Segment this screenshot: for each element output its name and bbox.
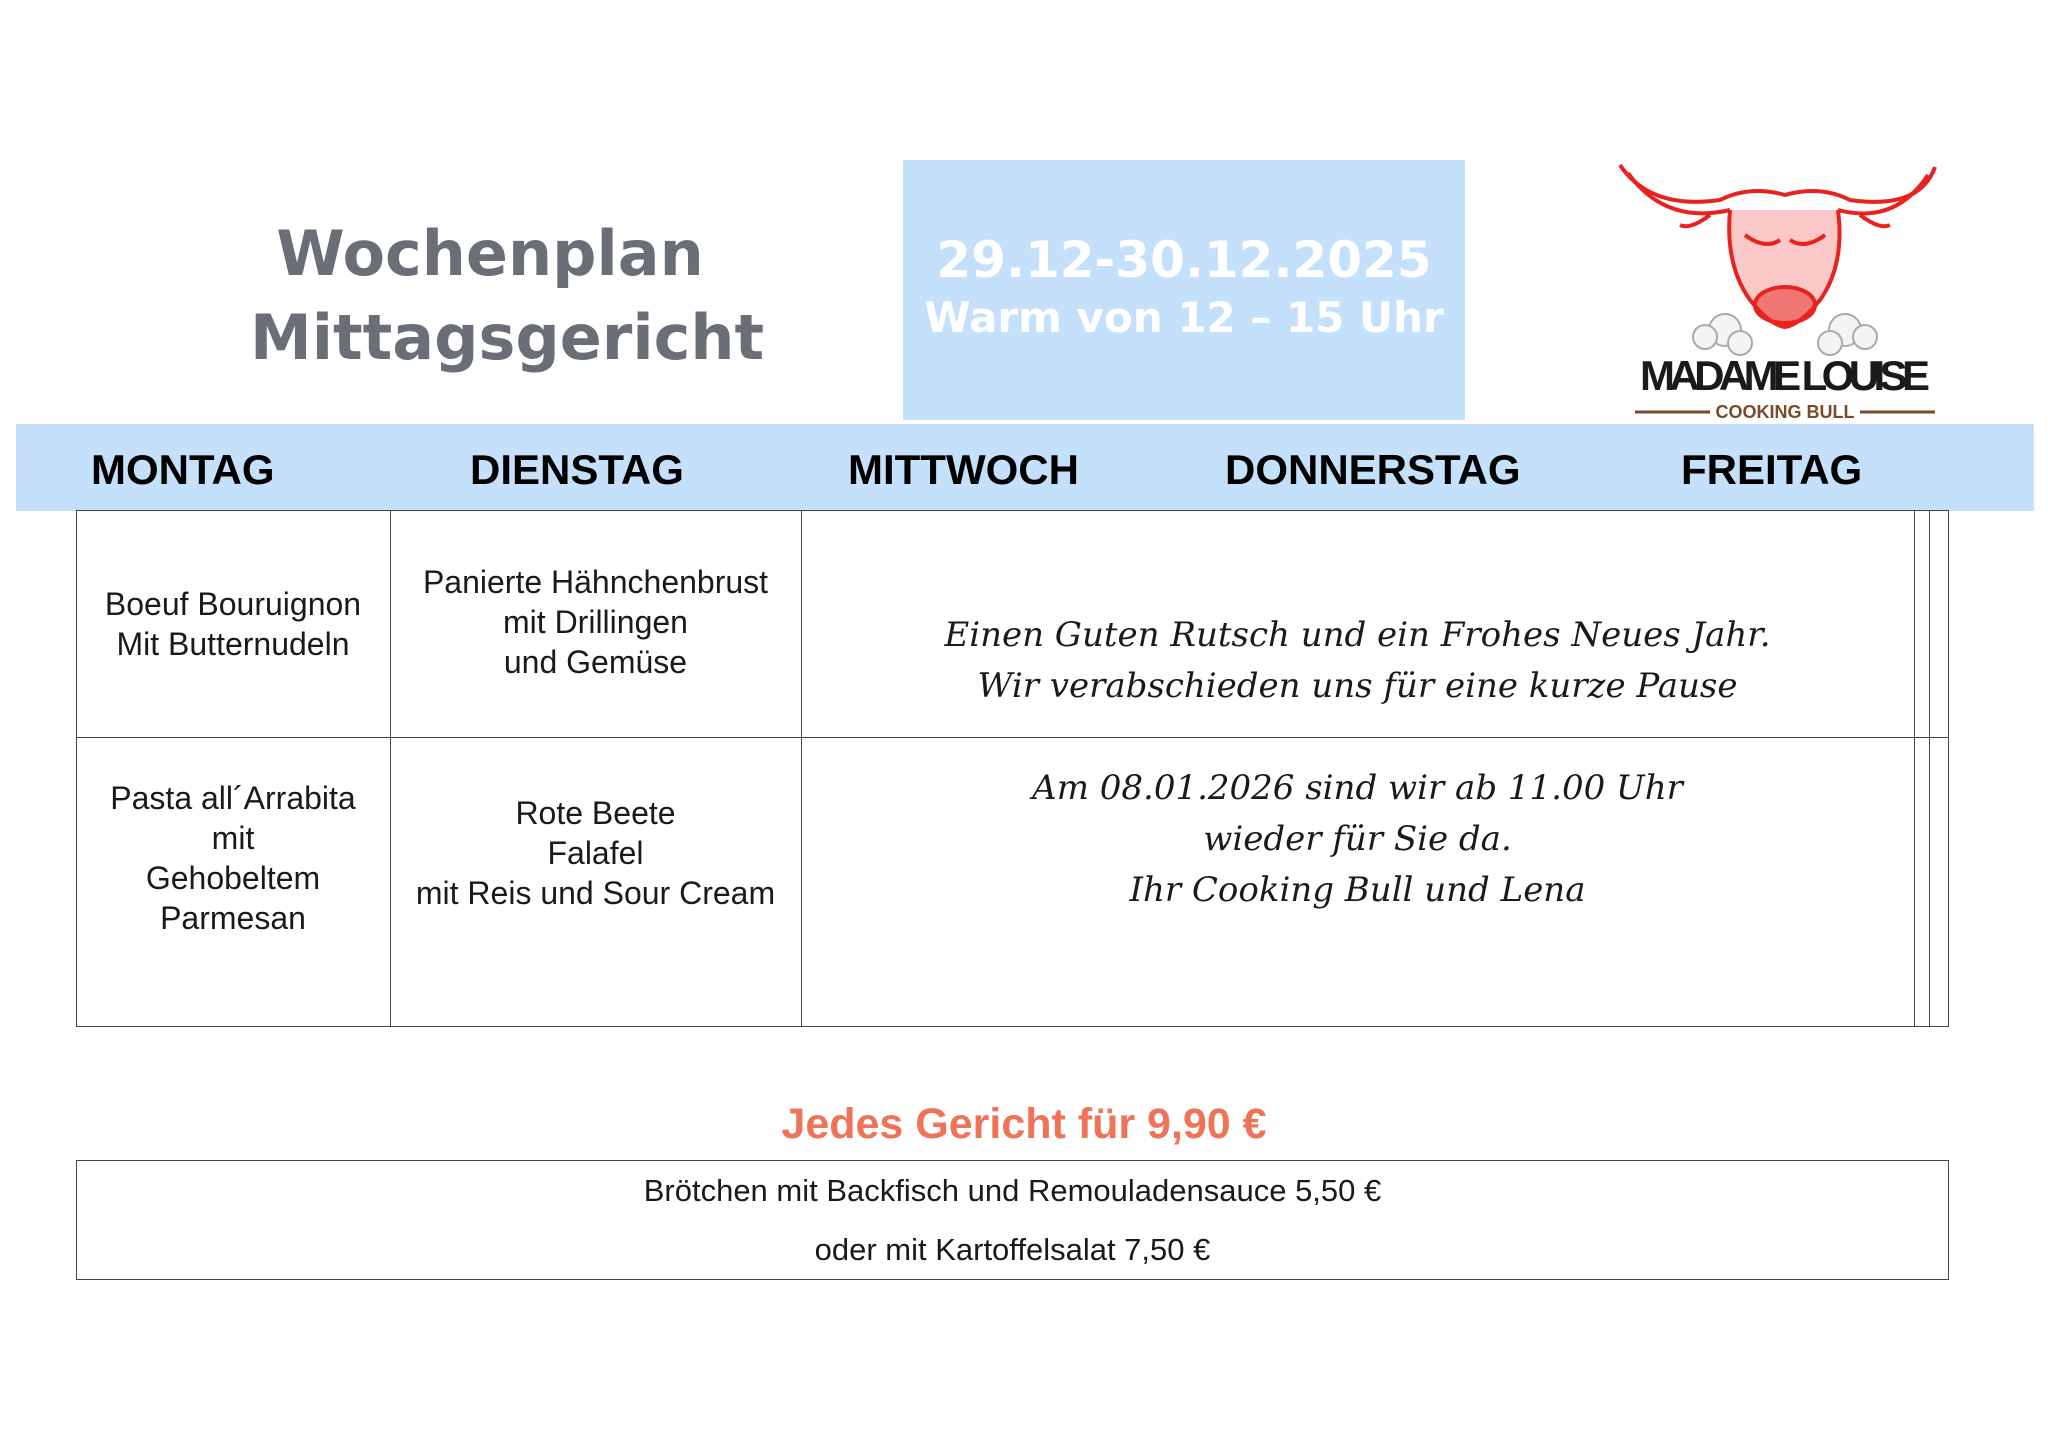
day-monday: MONTAG bbox=[91, 446, 275, 493]
tuesday-dish-2 bbox=[390, 793, 801, 923]
extra-item: Brötchen mit Backfisch und Remouladensauce 5,50 € bbox=[643, 1173, 1382, 1208]
extras-box bbox=[76, 1160, 1949, 1280]
page-title bbox=[250, 212, 765, 380]
dish-line: Boeuf Bouruignon bbox=[104, 585, 362, 622]
holiday-message-1 bbox=[801, 610, 1914, 712]
dish-line: Falafel bbox=[547, 835, 644, 871]
dish-line: Panierte Hähnchenbrust bbox=[422, 564, 769, 600]
day-tuesday: DIENSTAG bbox=[470, 446, 684, 493]
logo-name: MADAME LOUISE bbox=[1640, 352, 1930, 399]
day-friday: FREITAG bbox=[1681, 446, 1863, 493]
tuesday-dish-1 bbox=[390, 510, 801, 737]
dish-line: mit Reis und Sour Cream bbox=[415, 875, 776, 911]
title-line-2: Mittagsgericht bbox=[250, 301, 765, 374]
title-line-1: Wochenplan bbox=[276, 217, 704, 290]
dish-line: Parmesan bbox=[160, 900, 306, 936]
weekday-header bbox=[16, 424, 2034, 511]
table-divider bbox=[1914, 510, 1915, 1027]
dish-line: Pasta all´Arrabita bbox=[110, 780, 356, 816]
table-border bbox=[1948, 510, 1949, 1027]
logo-tagline: COOKING BULL bbox=[1715, 402, 1855, 422]
message-line: Wir verabschieden uns für eine kurze Pause bbox=[977, 666, 1738, 706]
dish-line: mit bbox=[211, 820, 255, 856]
table-divider bbox=[1929, 510, 1930, 1027]
date-range: 29.12-30.12.2025 bbox=[936, 231, 1432, 289]
holiday-message-2 bbox=[801, 763, 1914, 916]
menu-table bbox=[76, 510, 1949, 1027]
extra-item: oder mit Kartoffelsalat 7,50 € bbox=[814, 1232, 1211, 1267]
table-border bbox=[76, 1026, 1949, 1027]
message-line: wieder für Sie da. bbox=[1203, 819, 1512, 859]
table-divider bbox=[76, 737, 1949, 738]
message-line: Einen Guten Rutsch und ein Frohes Neues Jahr. bbox=[944, 615, 1771, 655]
bull-head-icon bbox=[1620, 165, 1935, 327]
day-wednesday: MITTWOCH bbox=[848, 446, 1079, 493]
monday-dish-2 bbox=[76, 778, 390, 948]
message-line: Am 08.01.2026 sind wir ab 11.00 Uhr bbox=[1032, 768, 1683, 808]
dish-line: Gehobeltem bbox=[145, 860, 321, 896]
dish-line: Mit Butternudeln bbox=[116, 625, 350, 662]
day-thursday: DONNERSTAG bbox=[1225, 446, 1521, 493]
message-line: Ihr Cooking Bull und Lena bbox=[1129, 870, 1586, 910]
date-box bbox=[903, 160, 1465, 420]
dish-line: Rote Beete bbox=[515, 795, 676, 831]
dish-line: mit Drillingen bbox=[503, 604, 688, 640]
serving-hours: Warm von 12 – 15 Uhr bbox=[924, 293, 1444, 342]
monday-dish-1 bbox=[76, 510, 390, 737]
madame-louise-logo bbox=[1610, 155, 1960, 425]
price-note: Jedes Gericht für 9,90 € bbox=[781, 1100, 1267, 1148]
dish-line: und Gemüse bbox=[503, 644, 688, 680]
